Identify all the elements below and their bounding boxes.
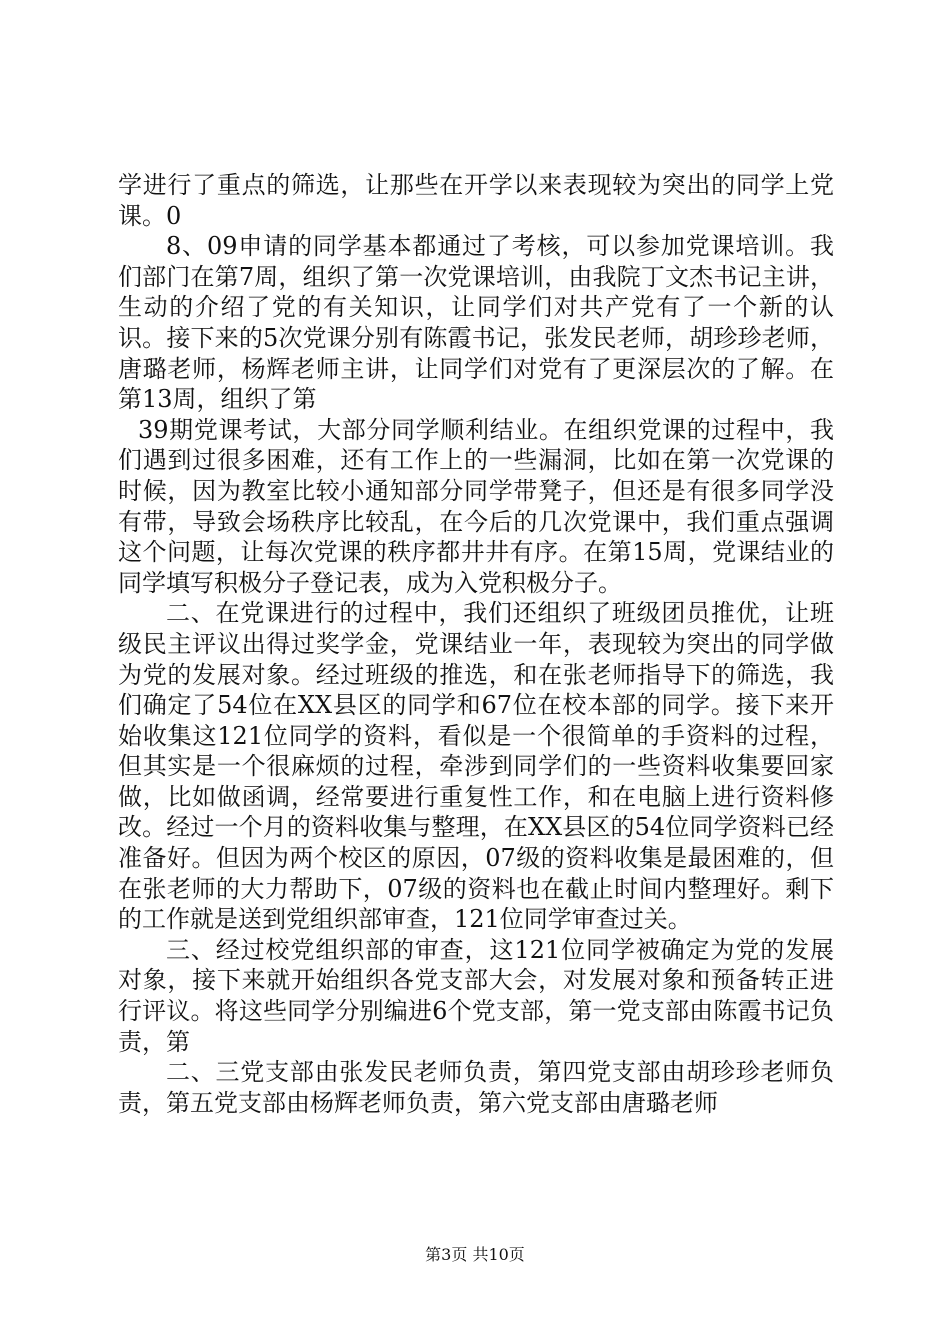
paragraph-6: 二、三党支部由张发民老师负责，第四党支部由胡珍珍老师负责，第五党支部由杨辉老师负责，第六党支部由唐璐老师 — [118, 1058, 834, 1117]
paragraph-3: 39期党课考试，大部分同学顺利结业。在组织党课的过程中，我们遇到过很多困难，还有工作上的一些漏洞，比如在第一次党课的时候，因为教室比较小通知部分同学带凳子，但还是有很多同学没有带，导致会场秩序比较乱，在今后的几次党课中，我们重点强调这个问题，让每次党课的秩序都井井有序。在第15周，党课结业的同学填写积极分子登记表，成为入党积极分子。 — [118, 415, 834, 597]
page-footer: 第3页 共10页 — [425, 1245, 525, 1264]
paragraph-1: 学进行了重点的筛选，让那些在开学以来表现较为突出的同学上党课。0 — [118, 171, 834, 230]
paragraph-2: 8、09申请的同学基本都通过了考核，可以参加党课培训。我们部门在第7周，组织了第一次党课培训，由我院丁文杰书记主讲，生动的介绍了党的有关知识，让同学们对共产党有了一个新的认识。接下来的5次党课分别有陈霞书记，张发民老师，胡珍珍老师，唐璐老师，杨辉老师主讲，让同学们对党有了更深层次的了解。在第13周，组织了第 — [118, 232, 834, 414]
paragraph-4: 二、在党课进行的过程中，我们还组织了班级团员推优，让班级民主评议出得过奖学金，党课结业一年，表现较为突出的同学做为党的发展对象。经过班级的推选，和在张老师指导下的筛选，我们确定了54位在XX县区的同学和67位在校本部的同学。接下来开始收集这121位同学的资料，看似是一个很简单的手资料的过程，但其实是一个很麻烦的过程，牵涉到同学们的一些资料收集要回家做，比如做函调，经常要进行重复性工作，和在电脑上进行资料修改。经过一个月的资料收集与整理，在XX县区的54位同学资料已经准备好。但因为两个校区的原因，07级的资料收集是最困难的，但在张老师的大力帮助下，07级的资料也在截止时间内整理好。剩下的工作就是送到党组织部审查，121位同学审查过关。 — [118, 599, 834, 934]
document-body — [118, 170, 834, 1118]
paragraph-5: 三、经过校党组织部的审查，这121位同学被确定为党的发展对象，接下来就开始组织各党支部大会，对发展对象和预备转正进行评议。将这些同学分别编进6个党支部，第一党支部由陈霞书记负责，第 — [118, 935, 834, 1056]
